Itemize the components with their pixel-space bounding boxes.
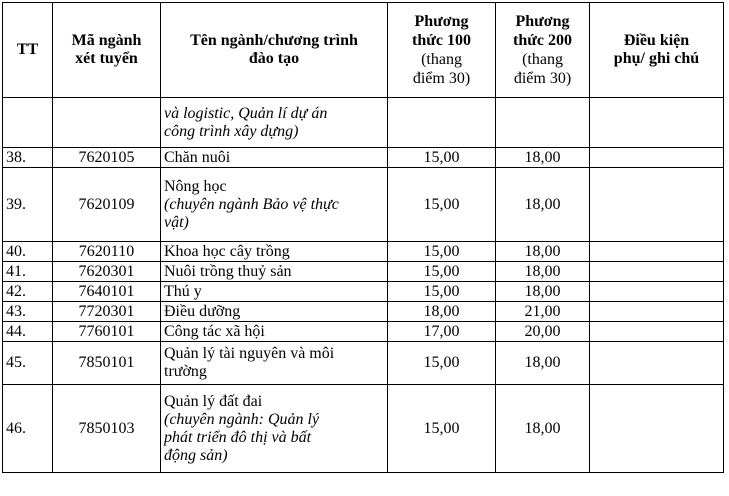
cell-ma: 7760101 <box>53 322 161 342</box>
admission-table <box>2 2 724 473</box>
continuation-line-2: công trình xây dựng) <box>164 122 299 140</box>
cell-empty <box>590 98 724 148</box>
cell-tt: 38. <box>3 148 53 168</box>
cell-ma: 7850101 <box>53 342 161 385</box>
table-row <box>3 322 724 342</box>
cell-name <box>161 302 388 322</box>
name-line: Điều dưỡng <box>164 302 241 320</box>
header-ten-line-2: đào tạo <box>248 50 300 67</box>
continuation-name <box>161 98 388 148</box>
name-line: Khoa học cây trồng <box>164 242 290 260</box>
cell-note <box>590 282 724 302</box>
cell-note <box>590 262 724 282</box>
cell-p200: 21,00 <box>496 302 590 322</box>
header-ma-line-2: xét tuyển <box>75 50 138 67</box>
table-row <box>3 302 724 322</box>
cell-p100: 15,00 <box>388 385 496 473</box>
cell-ma: 7620109 <box>53 168 161 242</box>
header-ma-line-1: Mã ngành <box>71 32 142 49</box>
cell-p200: 18,00 <box>496 168 590 242</box>
table-row <box>3 385 724 473</box>
cell-p200: 18,00 <box>496 148 590 168</box>
name-italic-line: vật) <box>164 213 189 231</box>
cell-tt: 43. <box>3 302 53 322</box>
cell-p200: 18,00 <box>496 282 590 302</box>
table-row <box>3 242 724 262</box>
name-line: Quản lý tài nguyên và môi <box>164 345 335 362</box>
cell-ma: 7620105 <box>53 148 161 168</box>
header-dk-line-2: phụ/ ghi chú <box>613 50 700 67</box>
header-dk-line-1: Điều kiện <box>623 32 690 49</box>
header-pt200-note-2: điểm 30) <box>513 70 572 87</box>
header-pt200-note-1: (thang <box>522 51 563 68</box>
cell-ma: 7620110 <box>53 242 161 262</box>
cell-tt: 41. <box>3 262 53 282</box>
cell-p200: 18,00 <box>496 385 590 473</box>
header-ten-line-1: Tên ngành/chương trình <box>190 32 358 49</box>
cell-name <box>161 148 388 168</box>
table-row <box>3 168 724 242</box>
cell-p100: 15,00 <box>388 282 496 302</box>
header-tt: TT <box>3 3 53 98</box>
cell-p200: 18,00 <box>496 262 590 282</box>
name-italic-line: động sản) <box>164 446 228 464</box>
name-line: Nuôi trồng thuỷ sản <box>164 262 292 280</box>
cell-ma: 7720301 <box>53 302 161 322</box>
cell-tt: 44. <box>3 322 53 342</box>
cell-tt: 46. <box>3 385 53 473</box>
header-ten-nganh <box>161 3 388 98</box>
table-row <box>3 282 724 302</box>
cell-note <box>590 322 724 342</box>
name-italic-line: (chuyên ngành Bảo vệ thực <box>164 195 339 213</box>
cell-name <box>161 282 388 302</box>
cell-p100: 18,00 <box>388 302 496 322</box>
cell-p100: 15,00 <box>388 262 496 282</box>
name-line: Chăn nuôi <box>164 148 231 166</box>
name-line: Công tác xã hội <box>164 322 265 340</box>
header-pt100 <box>388 3 496 98</box>
table-row <box>3 148 724 168</box>
cell-empty <box>388 98 496 148</box>
header-pt200 <box>496 3 590 98</box>
header-pt100-note-1: (thang <box>421 51 462 68</box>
cell-p100: 15,00 <box>388 168 496 242</box>
header-pt100-title-2: thức 100 <box>412 32 471 49</box>
name-italic-line: (chuyên ngành: Quản lý <box>164 410 320 428</box>
cell-note <box>590 385 724 473</box>
cell-name <box>161 262 388 282</box>
name-line: Quản lý đất đai <box>164 392 263 410</box>
name-line: Thú y <box>164 282 202 300</box>
cell-p100: 15,00 <box>388 242 496 262</box>
cell-ma: 7640101 <box>53 282 161 302</box>
cell-name <box>161 385 388 473</box>
cell-ma: 7620301 <box>53 262 161 282</box>
continuation-row <box>3 98 724 148</box>
cell-tt: 39. <box>3 168 53 242</box>
cell-tt: 45. <box>3 342 53 385</box>
name-line: trường <box>164 363 207 380</box>
cell-note <box>590 242 724 262</box>
cell-tt: 42. <box>3 282 53 302</box>
name-line: Nông học <box>164 177 227 195</box>
cell-note <box>590 342 724 385</box>
cell-name <box>161 322 388 342</box>
cell-note <box>590 148 724 168</box>
header-dieu-kien <box>590 3 724 98</box>
cell-note <box>590 168 724 242</box>
header-ma-nganh <box>53 3 161 98</box>
cell-p100: 17,00 <box>388 322 496 342</box>
header-pt100-title-1: Phương <box>414 13 469 30</box>
cell-name <box>161 342 388 385</box>
header-row <box>3 3 724 98</box>
cell-name <box>161 168 388 242</box>
name-italic-line: phát triển đô thị và bất <box>164 428 312 446</box>
cell-empty <box>53 98 161 148</box>
cell-name <box>161 242 388 262</box>
cell-note <box>590 302 724 322</box>
header-pt100-note-2: điểm 30) <box>412 70 471 87</box>
cell-p200: 18,00 <box>496 342 590 385</box>
cell-tt: 40. <box>3 242 53 262</box>
cell-ma: 7850103 <box>53 385 161 473</box>
cell-empty <box>496 98 590 148</box>
table-row <box>3 342 724 385</box>
header-pt200-title-1: Phương <box>515 13 570 30</box>
table-row <box>3 262 724 282</box>
header-pt200-title-2: thức 200 <box>513 32 572 49</box>
cell-p200: 20,00 <box>496 322 590 342</box>
cell-p200: 18,00 <box>496 242 590 262</box>
continuation-line-1: và logistic, Quản lí dự án <box>164 104 328 122</box>
cell-empty <box>3 98 53 148</box>
cell-p100: 15,00 <box>388 148 496 168</box>
cell-p100: 15,00 <box>388 342 496 385</box>
